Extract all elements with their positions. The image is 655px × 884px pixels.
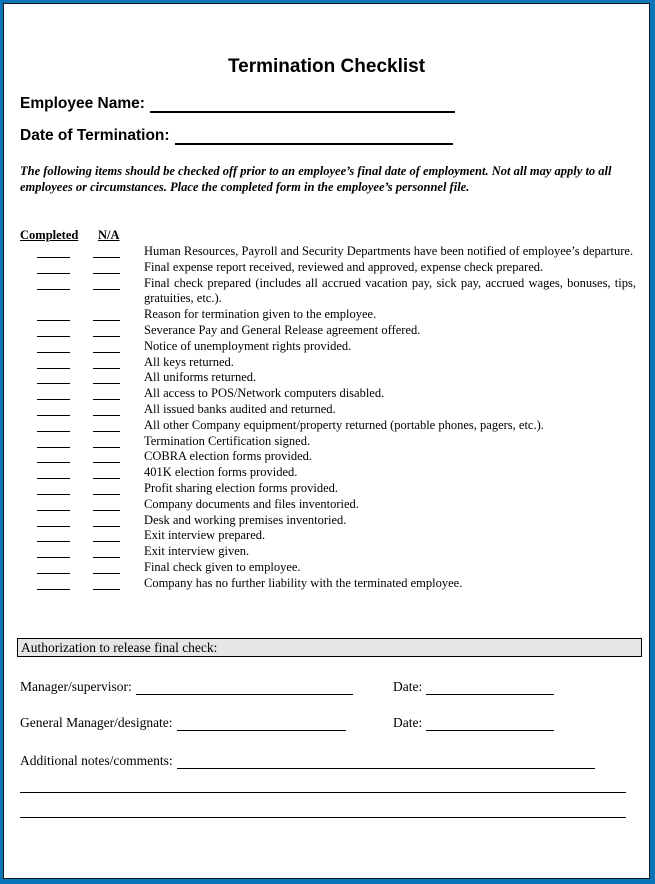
checklist-item — [20, 355, 636, 371]
completed-line — [37, 257, 70, 258]
completed-line — [37, 462, 70, 463]
checklist-item-text: Human Resources, Payroll and Security Departments have been notified of employee’s departure. — [144, 244, 634, 258]
employee-name-field[interactable] — [150, 97, 455, 113]
completed-blank[interactable] — [20, 513, 78, 529]
checklist-item-text: All issued banks audited and returned. — [144, 401, 336, 416]
na-blank[interactable] — [78, 402, 144, 418]
checklist-item — [20, 418, 636, 434]
checklist-item — [20, 465, 636, 481]
completed-line — [37, 494, 70, 495]
checklist-item — [20, 497, 636, 513]
na-blank[interactable] — [78, 307, 144, 323]
na-line — [93, 541, 120, 542]
na-line — [93, 589, 120, 590]
notes-field-line-1[interactable] — [177, 756, 595, 769]
completed-blank[interactable] — [20, 323, 78, 339]
completed-blank[interactable] — [20, 576, 78, 592]
completed-line — [37, 431, 70, 432]
general-manager-date-field[interactable] — [426, 718, 554, 731]
checklist — [20, 244, 636, 592]
completed-column-header: Completed — [20, 228, 79, 242]
na-line — [93, 557, 120, 558]
na-blank[interactable] — [78, 355, 144, 371]
checklist-item — [20, 260, 636, 276]
date-of-termination-row — [20, 127, 453, 145]
checklist-item — [20, 560, 636, 576]
completed-blank[interactable] — [20, 418, 78, 434]
document-page — [3, 3, 650, 879]
checklist-item — [20, 528, 636, 544]
checklist-item — [20, 434, 636, 450]
checklist-item — [20, 307, 636, 323]
na-blank[interactable] — [78, 339, 144, 355]
completed-line — [37, 557, 70, 558]
manager-signature-field[interactable] — [136, 682, 353, 695]
general-manager-signature-row — [20, 715, 346, 731]
completed-blank[interactable] — [20, 370, 78, 386]
checklist-item — [20, 386, 636, 402]
na-line — [93, 478, 120, 479]
checklist-item-text: Termination Certification signed. — [144, 433, 311, 448]
completed-blank[interactable] — [20, 528, 78, 544]
completed-blank[interactable] — [20, 386, 78, 402]
na-line — [93, 336, 120, 337]
completed-line — [37, 526, 70, 527]
checklist-item-text: Reason for termination given to the employee. — [144, 307, 377, 322]
na-line — [93, 399, 120, 400]
checklist-item-text: Company documents and files inventoried. — [144, 496, 359, 511]
checklist-item-text: All uniforms returned. — [144, 370, 257, 385]
na-line — [93, 273, 120, 274]
completed-line — [37, 447, 70, 448]
date-of-termination-label: Date of Termination: — [20, 127, 170, 144]
completed-blank[interactable] — [20, 465, 78, 481]
manager-signature-row — [20, 679, 353, 695]
na-blank[interactable] — [78, 370, 144, 386]
na-blank[interactable] — [78, 497, 144, 513]
notes-field-line-2[interactable] — [20, 792, 626, 793]
checklist-item-text: Company has no further liability with the terminated employee. — [144, 575, 463, 590]
completed-line — [37, 589, 70, 590]
na-line — [93, 526, 120, 527]
manager-date-field[interactable] — [426, 682, 554, 695]
completed-line — [37, 289, 70, 290]
completed-blank[interactable] — [20, 276, 78, 308]
na-line — [93, 415, 120, 416]
employee-name-row — [20, 95, 455, 113]
completed-line — [37, 510, 70, 511]
checklist-item — [20, 339, 636, 355]
completed-blank[interactable] — [20, 307, 78, 323]
page-title: Termination Checklist — [227, 56, 426, 77]
na-blank[interactable] — [78, 260, 144, 276]
na-blank[interactable] — [78, 560, 144, 576]
checklist-item-text: Notice of unemployment rights provided. — [144, 338, 352, 353]
authorization-heading: Authorization to release final check: — [17, 638, 642, 657]
completed-blank[interactable] — [20, 402, 78, 418]
checklist-item — [20, 449, 636, 465]
na-blank[interactable] — [78, 386, 144, 402]
na-line — [93, 383, 120, 384]
na-blank[interactable] — [78, 513, 144, 529]
na-line — [93, 352, 120, 353]
completed-blank[interactable] — [20, 481, 78, 497]
na-blank[interactable] — [78, 323, 144, 339]
checklist-item-text: All other Company equipment/property returned (portable phones, pagers, etc.). — [144, 417, 544, 432]
manager-date-row — [393, 679, 554, 695]
checklist-item-text: Exit interview prepared. — [144, 528, 266, 543]
completed-line — [37, 352, 70, 353]
na-blank[interactable] — [78, 544, 144, 560]
checklist-item — [20, 276, 636, 308]
completed-blank[interactable] — [20, 544, 78, 560]
completed-blank[interactable] — [20, 260, 78, 276]
employee-name-label: Employee Name: — [20, 95, 145, 112]
na-blank[interactable] — [78, 449, 144, 465]
completed-blank[interactable] — [20, 244, 78, 260]
checklist-item-text: Exit interview given. — [144, 544, 250, 559]
general-manager-date-row — [393, 715, 554, 731]
notes-row — [20, 753, 595, 769]
checklist-item — [20, 323, 636, 339]
na-line — [93, 368, 120, 369]
manager-date-label: Date: — [393, 679, 423, 694]
na-line — [93, 289, 120, 290]
checklist-item-text: 401K election forms provided. — [144, 465, 298, 480]
completed-blank[interactable] — [20, 560, 78, 576]
notes-label: Additional notes/comments: — [20, 753, 173, 768]
instructions-text: The following items should be checked off prior to an employee’s final date of employment. Not all may apply to all employees or circumstances. Place the completed form in the employee’s personnel file. — [20, 164, 612, 194]
completed-blank[interactable] — [20, 449, 78, 465]
completed-line — [37, 573, 70, 574]
completed-blank[interactable] — [20, 497, 78, 513]
date-of-termination-field[interactable] — [175, 129, 453, 145]
checklist-item — [20, 513, 636, 529]
completed-line — [37, 273, 70, 274]
completed-blank[interactable] — [20, 434, 78, 450]
checklist-item-text: COBRA election forms provided. — [144, 449, 313, 464]
na-blank[interactable] — [78, 244, 144, 260]
na-line — [93, 573, 120, 574]
completed-line — [37, 368, 70, 369]
completed-line — [37, 336, 70, 337]
na-line — [93, 462, 120, 463]
na-line — [93, 510, 120, 511]
na-line — [93, 431, 120, 432]
na-blank[interactable] — [78, 276, 144, 308]
checklist-item-text: Severance Pay and General Release agreement offered. — [144, 322, 421, 337]
na-line — [93, 494, 120, 495]
completed-line — [37, 478, 70, 479]
checklist-item-text: Profit sharing election forms provided. — [144, 480, 339, 495]
checklist-item — [20, 402, 636, 418]
checklist-item — [20, 481, 636, 497]
completed-line — [37, 415, 70, 416]
checklist-item — [20, 244, 636, 260]
na-line — [93, 320, 120, 321]
na-blank[interactable] — [78, 481, 144, 497]
checklist-item-text: Final expense report received, reviewed and approved, expense check prepared. — [144, 259, 544, 274]
general-manager-label: General Manager/designate: — [20, 715, 173, 730]
checklist-item — [20, 544, 636, 560]
completed-blank[interactable] — [20, 355, 78, 371]
checklist-item-text: Final check given to employee. — [144, 559, 301, 574]
general-manager-signature-field[interactable] — [177, 718, 346, 731]
completed-line — [37, 399, 70, 400]
notes-field-line-3[interactable] — [20, 817, 626, 818]
checklist-item-text: Final check prepared (includes all accrued vacation pay, sick pay, accrued wages, bonuses, tips, gratuities, etc.). — [144, 275, 636, 306]
na-line — [93, 447, 120, 448]
completed-line — [37, 383, 70, 384]
checklist-item — [20, 370, 636, 386]
completed-line — [37, 541, 70, 542]
general-manager-date-label: Date: — [393, 715, 423, 730]
completed-blank[interactable] — [20, 339, 78, 355]
manager-label: Manager/supervisor: — [20, 679, 132, 694]
na-column-header: N/A — [98, 228, 120, 242]
na-blank[interactable] — [78, 418, 144, 434]
na-blank[interactable] — [78, 576, 144, 592]
checklist-item-text: Desk and working premises inventoried. — [144, 512, 347, 527]
completed-line — [37, 320, 70, 321]
checklist-item — [20, 576, 636, 592]
checklist-item-text: All keys returned. — [144, 354, 234, 369]
na-blank[interactable] — [78, 528, 144, 544]
na-blank[interactable] — [78, 465, 144, 481]
na-blank[interactable] — [78, 434, 144, 450]
checklist-item-text: All access to POS/Network computers disabled. — [144, 386, 385, 401]
na-line — [93, 257, 120, 258]
